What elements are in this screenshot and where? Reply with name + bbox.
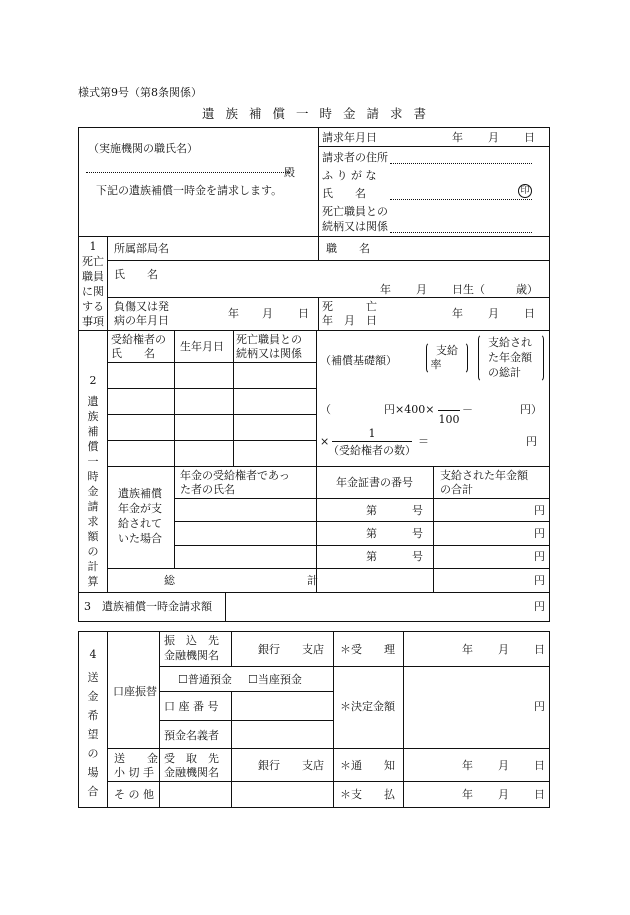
fraction-numerator-1: 1 <box>368 427 376 440</box>
injury-day: 日 <box>298 307 309 320</box>
col-recipient-1: 受給権者の <box>111 333 166 346</box>
fraction-denominator-holders: （受給権者の数） <box>328 444 416 457</box>
cert-go-3: 号 <box>412 550 423 563</box>
paid-yen-2: 円 <box>534 527 545 540</box>
rate-label-1: 支給 <box>436 344 458 357</box>
col-pension-holder-1: 年金の受給権者であっ <box>180 469 290 482</box>
injury-date-label-1: 負傷又は発 <box>114 300 169 313</box>
paid-label-3: の総計 <box>488 366 521 379</box>
furigana-label: ふ り が な <box>322 169 377 182</box>
cert-go-1: 号 <box>412 504 423 517</box>
death-month: 月 <box>488 307 499 320</box>
fraction-denominator-100: 100 <box>438 413 460 426</box>
agency-name-line[interactable] <box>86 172 290 173</box>
notified-day: 日 <box>534 759 545 772</box>
paid-day: 日 <box>534 788 545 801</box>
pension-case-2: 年金が支 <box>118 502 162 515</box>
pension-case-4: いた場合 <box>118 532 162 545</box>
paid-label-2: た年金額 <box>488 351 532 364</box>
injury-year: 年 <box>228 307 239 320</box>
addressee-suffix: 殿 <box>284 166 295 179</box>
recv-bank-label-2: 金融機関名 <box>164 766 219 779</box>
agency-label: （実施機関の職氏名） <box>88 142 198 155</box>
received-day: 日 <box>534 643 545 656</box>
col-relation-1: 死亡職員との <box>236 333 302 346</box>
total-yen: 円 <box>534 574 545 587</box>
birth-year: 年 <box>380 283 391 296</box>
form-title: 遺族補償一時金請求書 <box>201 106 437 121</box>
post-label: 職 名 <box>326 242 370 255</box>
decided-yen: 円 <box>534 700 545 713</box>
current-deposit-checkbox[interactable]: ☐当座預金 <box>248 673 302 686</box>
decided-amount-label: ＊決定金額 <box>340 700 395 713</box>
address-label: 請求者の住所 <box>322 151 388 164</box>
table-row <box>174 545 550 546</box>
deceased-name-label: 氏 名 <box>114 268 158 281</box>
remittance-check-label-1: 送 金 <box>114 752 158 765</box>
col-cert-no: 年金証書の番号 <box>336 476 413 489</box>
cert-dai-1: 第 <box>366 504 377 517</box>
formula-times: × <box>320 435 330 448</box>
injury-date-label-2: 病の年月日 <box>114 314 169 327</box>
formula-minus: － <box>462 403 473 416</box>
account-number-label: 口 座 番 号 <box>164 700 219 713</box>
form-number: 様式第9号（第8条関係） <box>78 86 202 99</box>
formula-open-paren: （ <box>320 403 331 416</box>
formula-result-yen: 円 <box>526 435 537 448</box>
col-birthdate: 生年月日 <box>180 340 224 353</box>
base-amount-label: （補償基礎額） <box>320 354 397 367</box>
branch-suffix: 支店 <box>302 643 324 656</box>
recv-bank-suffix: 銀行 <box>258 759 280 772</box>
col-paid-total-1: 支給された年金額 <box>440 469 528 482</box>
cert-dai-2: 第 <box>366 527 377 540</box>
request-month: 月 <box>488 131 499 144</box>
total-label: 総 計 <box>164 574 318 587</box>
section4-number: 4 <box>89 648 97 661</box>
age-suffix: 歳） <box>516 283 538 296</box>
birth-month: 月 <box>416 283 427 296</box>
formula-equals: ＝ <box>418 435 429 448</box>
section2-title: 遺族補償一時金請求額の計算 <box>87 395 99 588</box>
col-relation-2: 続柄又は関係 <box>236 347 302 360</box>
cert-dai-3: 第 <box>366 550 377 563</box>
paid-label-1: 支給され <box>488 336 532 349</box>
seal-icon: 印 <box>518 184 532 198</box>
ordinary-deposit-checkbox[interactable]: ☐普通預金 <box>178 673 232 686</box>
cert-go-2: 号 <box>412 527 423 540</box>
col-pension-holder-2: た者の氏名 <box>180 483 235 496</box>
account-transfer-label: 口座振替 <box>113 685 157 698</box>
relation-label-1: 死亡職員との <box>322 205 388 218</box>
death-year: 年 <box>452 307 463 320</box>
section1-number: 1 <box>89 240 97 253</box>
section3-label: 3 遺族補償一時金請求額 <box>84 600 212 613</box>
paid-yen-3: 円 <box>534 550 545 563</box>
formula-yen-x400: 円×400× <box>384 403 435 416</box>
pension-case-3: 給されて <box>118 517 162 530</box>
other-label: そ の 他 <box>114 788 154 801</box>
received-year: 年 <box>462 643 473 656</box>
received-month: 月 <box>498 643 509 656</box>
paid-month: 月 <box>498 788 509 801</box>
paid-yen-1: 円 <box>534 504 545 517</box>
relation-line[interactable] <box>390 232 532 233</box>
col-recipient-2: 氏 名 <box>111 347 155 360</box>
table-row <box>174 521 550 522</box>
request-day: 日 <box>524 131 535 144</box>
formula-yen-close: 円） <box>520 403 542 416</box>
death-day: 日 <box>524 307 535 320</box>
notified-label: ＊通 知 <box>340 759 395 772</box>
section1-title: 死亡 職員 に関 する 事項 <box>82 255 104 328</box>
remittance-check-label-2: 小 切 手 <box>114 766 154 779</box>
paid-label: ＊支 払 <box>340 788 395 801</box>
account-holder-label: 預金名義者 <box>164 729 219 742</box>
table-row <box>107 440 316 441</box>
bank-label-2: 金融機関名 <box>164 649 219 662</box>
received-label: ＊受 理 <box>340 643 395 656</box>
death-date-label-1: 死 亡 <box>322 300 377 313</box>
table-row <box>107 414 316 415</box>
request-year: 年 <box>452 131 463 144</box>
recv-branch-suffix: 支店 <box>302 759 324 772</box>
section2-number: 2 <box>89 374 97 387</box>
pension-case-1: 遺族補償 <box>118 487 162 500</box>
bank-suffix: 銀行 <box>258 643 280 656</box>
bank-label-1: 振 込 先 <box>164 634 219 647</box>
table-row <box>107 388 316 389</box>
claimant-name-line[interactable] <box>390 199 532 200</box>
relation-label-2: 続柄又は関係 <box>322 220 388 233</box>
request-text: 下記の遺族補償一時金を請求します。 <box>96 184 283 197</box>
address-line[interactable] <box>390 163 532 164</box>
notified-month: 月 <box>498 759 509 772</box>
notified-year: 年 <box>462 759 473 772</box>
paid-year: 年 <box>462 788 473 801</box>
request-date-label: 請求年月日 <box>322 131 377 144</box>
col-paid-total-2: の合計 <box>440 483 473 496</box>
injury-month: 月 <box>262 307 273 320</box>
section3-yen: 円 <box>534 600 545 613</box>
claimant-name-label: 氏 名 <box>322 187 366 200</box>
recv-bank-label-1: 受 取 先 <box>164 752 219 765</box>
death-date-label-2: 年 月 日 <box>322 314 377 327</box>
birth-day-suffix: 日生（ <box>452 283 485 296</box>
section4-title: 送金希望の場合 <box>87 671 99 798</box>
rate-label-2: 率 <box>430 358 442 371</box>
dept-label: 所属部局名 <box>114 242 169 255</box>
